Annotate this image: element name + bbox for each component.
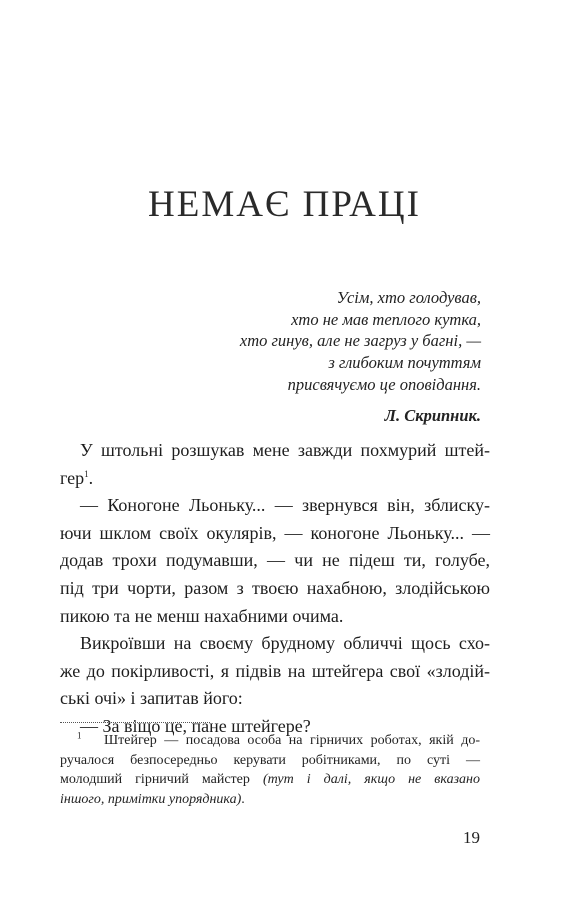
body-text bbox=[60, 437, 490, 741]
paragraph-line: під три чорти, разом з твоєю нахабною, злодійською bbox=[60, 577, 490, 598]
epigraph-line: хто не мав теплого кутка, bbox=[291, 309, 481, 329]
paragraph-line: ські очі» і запитав його: bbox=[60, 688, 243, 709]
paragraph-line: же до покірливості, я підвів на штейгера свої «злодій- bbox=[60, 660, 490, 681]
paragraph-line: додав трохи подумавши, — чи не підеш ти, голубе, bbox=[60, 550, 490, 571]
epigraph bbox=[240, 287, 481, 426]
paragraph-line: Викроївши на своєму брудному обличчі щось схо- bbox=[80, 633, 490, 654]
paragraph-line bbox=[60, 465, 490, 493]
epigraph-line: присвячуємо це оповідання. bbox=[287, 374, 481, 394]
epigraph-line: Усім, хто голодував, bbox=[336, 288, 481, 307]
paragraph-line: — За віщо це, пане штейгере? bbox=[80, 715, 311, 736]
paragraph-line: ючи шклом своїх окулярів, — коногоне Льоньку... — bbox=[60, 522, 490, 543]
chapter-title: НЕМАЄ ПРАЦІ bbox=[148, 183, 421, 225]
footnote-line bbox=[60, 790, 480, 810]
footnote-marker: 1 bbox=[77, 730, 82, 741]
footnote-reference[interactable]: 1 bbox=[84, 468, 89, 479]
paragraph-line: — Коногоне Льоньку... — звернувся він, зблиску- bbox=[80, 495, 490, 516]
footnote-text: молодший гірничий майстер bbox=[60, 772, 263, 787]
footnote-line bbox=[60, 731, 480, 751]
paragraph-line: пикою та не менш нахабними очима. bbox=[60, 605, 344, 626]
footnote-line bbox=[60, 770, 480, 790]
paragraph-text: . bbox=[88, 467, 94, 488]
footnote bbox=[60, 731, 480, 809]
paragraph-line: У штольні розшукав мене завжди похмурий штей- bbox=[80, 440, 490, 460]
footnote-text: Штейгер — посадова особа на гірничих роботах, якій до- bbox=[104, 733, 481, 748]
footnote-note-italic: (тут і далі, якщо не вказано bbox=[262, 772, 480, 787]
footnote-divider bbox=[60, 722, 210, 723]
footnote-text: . bbox=[241, 791, 245, 807]
paragraph-text: гер bbox=[60, 467, 85, 488]
epigraph-author: Л. Скрипник. bbox=[384, 405, 481, 425]
footnote-line: ручалося безпосередньо керувати робітниками, по суті — bbox=[60, 752, 480, 768]
epigraph-line: з глибоким почуттям bbox=[328, 353, 481, 373]
page-number: 19 bbox=[463, 828, 480, 847]
footnote-note-italic: іншого, примітки упорядника) bbox=[60, 791, 242, 807]
epigraph-line: хто гинув, але не загруз у багні, — bbox=[239, 331, 481, 351]
